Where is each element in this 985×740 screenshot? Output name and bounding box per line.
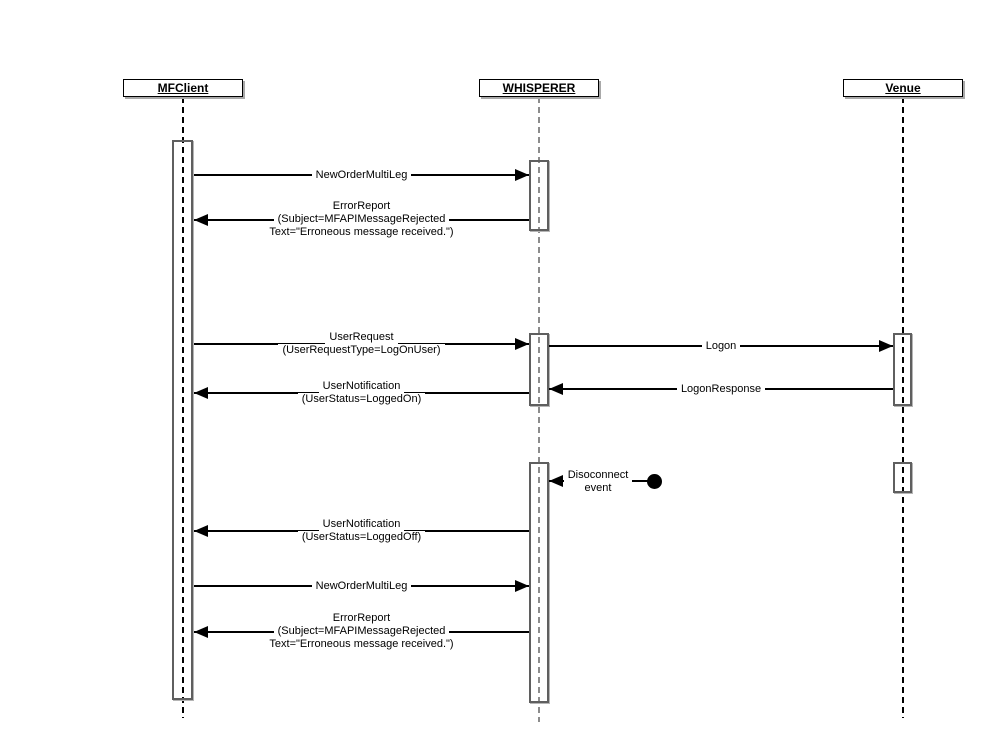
lifeline-header-mfclient: MFClient	[123, 79, 243, 97]
message-text: (UserStatus=LoggedOn)	[298, 393, 426, 406]
activation-bar-whisperer-2	[529, 333, 549, 406]
message-text: Logon	[702, 340, 741, 353]
message-text: Text="Erroneous message received.")	[265, 638, 457, 651]
message-label	[194, 331, 529, 357]
message-text: (UserRequestType=LogOnUser)	[278, 344, 444, 357]
activation-bar-venue-1	[893, 333, 912, 406]
message-text: NewOrderMultiLeg	[312, 580, 412, 593]
message-text: (Subject=MFAPIMessageRejected	[274, 213, 450, 226]
message-label	[194, 612, 529, 651]
activation-bar-whisperer-1	[529, 160, 549, 231]
message-label	[549, 340, 893, 353]
lifeline-venue	[902, 97, 904, 718]
message-text: UserNotification	[319, 380, 405, 393]
message-label	[194, 200, 529, 239]
lifeline-header-whisperer: WHISPERER	[479, 79, 599, 97]
message-text: (UserStatus=LoggedOff)	[298, 531, 425, 544]
message-text: ErrorReport	[329, 200, 394, 213]
message-text: event	[581, 482, 616, 495]
message-text: Disoconnect	[564, 469, 633, 482]
event-endpoint-dot	[647, 474, 662, 489]
message-text: UserRequest	[325, 331, 397, 344]
message-text: ErrorReport	[329, 612, 394, 625]
message-text: Text="Erroneous message received.")	[265, 226, 457, 239]
message-label	[549, 383, 893, 396]
message-label	[194, 518, 529, 544]
message-label	[194, 580, 529, 593]
activation-bar-mfclient	[172, 140, 193, 700]
message-label	[555, 469, 641, 495]
message-text: NewOrderMultiLeg	[312, 169, 412, 182]
activation-bar-venue-2	[893, 462, 912, 493]
message-label	[194, 169, 529, 182]
lifeline-header-venue: Venue	[843, 79, 963, 97]
message-text: (Subject=MFAPIMessageRejected	[274, 625, 450, 638]
message-label	[194, 380, 529, 406]
message-text: LogonResponse	[677, 383, 765, 396]
message-text: UserNotification	[319, 518, 405, 531]
activation-bar-whisperer-3	[529, 462, 549, 703]
